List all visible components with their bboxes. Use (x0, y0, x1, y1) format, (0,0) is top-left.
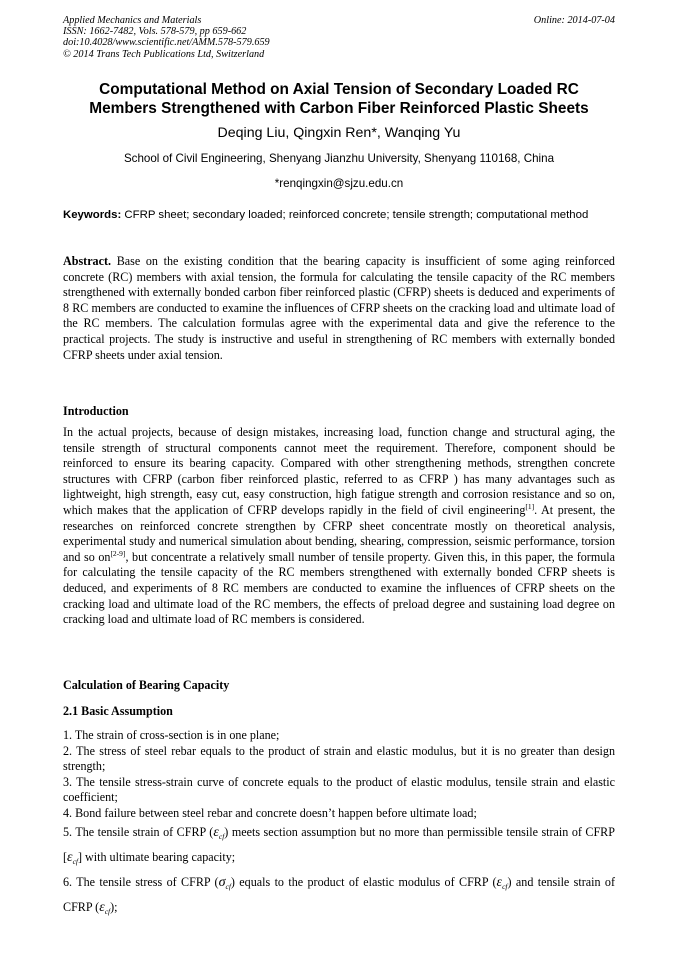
intro-text-1: In the actual projects, because of design mistakes, increasing load, function change and structural aging, the tensile strength of structural components cannot meet the requirement. Therefore, component should be reinforced to ensure its bearing capacity. Compared with other strengthening methods, strengthen concrete structures with CFRP (carbon fiber reinforced plastic, referred to as CFRP ) has many advantages such as lightweight, high strength, easy cut, easy construction, high fatigue strength and corrosion resistance and so on, which makes that the application of CFRP develops rapidly in the field of civil engineering (63, 425, 615, 517)
title-line-2: Members Strengthened with Carbon Fiber Reinforced Plastic Sheets (89, 99, 589, 117)
abstract (63, 254, 615, 363)
authors: Deqing Liu, Qingxin Ren*, Wanqing Yu (217, 125, 461, 141)
epsilon-symbol: ε (496, 874, 503, 890)
citation-2-9: [2-9] (110, 548, 126, 558)
list-item: 3. The tensile stress-strain curve of concrete equals to the product of elastic modulus, tensile strain and elastic coefficient; (63, 774, 615, 805)
item6-text-c: ) and tensile strain of CFRP ( (63, 874, 615, 914)
cf-subscript: cf (104, 906, 111, 916)
list-item: 1. The strain of cross-section is in one plane; (63, 728, 280, 742)
cf-subscript: cf (502, 881, 508, 891)
calculation-heading: Calculation of Bearing Capacity (63, 678, 230, 692)
list-item: 2. The stress of steel rebar equals to the product of strain and elastic modulus, but it is no greater than design strength; (63, 743, 615, 774)
item5-text-b: ) meets section assumption but no more than permissible tensile strain of CFRP [ (63, 824, 615, 864)
intro-text-2: . At present, the researches on reinforced concrete strengthen by CFRP sheet concentrate mostly on theoretical analysis, experimental study and numerical simulation about bending, shearing, compression, seismic performance, torsion and so on (63, 502, 615, 564)
intro-text-3: , but concentrate a relatively small number of tensile property. Given this, in this paper, the formula for calculating the tensile capacity of the RC members strengthened with externally bonded CFRP sheets is deduced, and experiments of 8 RC members are conducted to examine the influences of CFRP sheets on the cracking load and ultimate load of the RC members, the effects of preload degree and sustaining load degree on cracking load and ultimate load of RC members is considered. (63, 549, 615, 627)
issn-line: ISSN: 1662-7482, Vols. 578-579, pp 659-662 (63, 26, 247, 38)
keywords (63, 207, 615, 224)
epsilon-symbol: ε (67, 849, 73, 865)
corresponding-email: *renqingxin@sjzu.edu.cn (274, 177, 404, 190)
list-item: 4. Bond failure between steel rebar and concrete doesn’t happen before ultimate load; (63, 805, 477, 820)
item6-text-d: ); (110, 899, 118, 914)
list-item (63, 822, 615, 872)
item6-text-b: ) equals to the product of elastic modulus of CFRP ( (230, 874, 497, 889)
basic-assumption-heading: 2.1 Basic Assumption (63, 704, 173, 718)
epsilon-symbol: ε (213, 824, 219, 840)
journal-name: Applied Mechanics and Materials (63, 15, 202, 26)
online-date: Online: 2014-07-04 (533, 15, 615, 26)
cf-subscript: cf (72, 856, 78, 866)
introduction-paragraph (63, 425, 615, 628)
item5-text-a: 5. The tensile strain of CFRP ( (63, 824, 214, 839)
assumption-list (63, 728, 615, 922)
paper-title (40, 81, 638, 118)
sigma-symbol: σ (218, 874, 226, 890)
abstract-label: Abstract. (63, 254, 112, 268)
journal-header (63, 15, 615, 60)
copyright-line: © 2014 Trans Tech Publications Ltd, Switzerland (63, 48, 265, 60)
doi-line: doi:10.4028/www.scientific.net/AMM.578-579.659 (63, 37, 270, 49)
keywords-text: CFRP sheet; secondary loaded; reinforced concrete; tensile strength; computational method (124, 209, 589, 221)
title-line-1: Computational Method on Axial Tension of Secondary Loaded RC (99, 81, 579, 98)
keywords-label: Keywords: (63, 209, 122, 221)
cf-subscript: cf (225, 881, 231, 891)
cf-subscript: cf (218, 831, 225, 841)
affiliation: School of Civil Engineering, Shenyang Jianzhu University, Shenyang 110168, China (123, 152, 555, 165)
epsilon-symbol: ε (99, 899, 105, 915)
citation-1: [1] (525, 501, 535, 511)
list-item (63, 872, 615, 922)
abstract-text: Base on the existing condition that the bearing capacity is insufficient of some aging reinforced concrete (RC) members with axial tension, the formula for calculating the tensile capacity of the RC members strengthened with externally bonded carbon fiber reinforced plastic (CFRP) sheets is deduced and experiments of 8 RC members are conducted to examine the influences of CFRP sheets on the cracking load and ultimate load of the RC members. The calculation formulas agree with the experimental data and give the reference to the practical projects. The study is instructive and useful in strengthening of RC members with externally bonded CFRP sheets under axial tension. (63, 254, 615, 362)
item5-text-c: ] with ultimate bearing capacity; (77, 849, 236, 864)
introduction-heading: Introduction (63, 404, 129, 418)
item6-text-a: 6. The tensile stress of CFRP ( (63, 874, 219, 889)
